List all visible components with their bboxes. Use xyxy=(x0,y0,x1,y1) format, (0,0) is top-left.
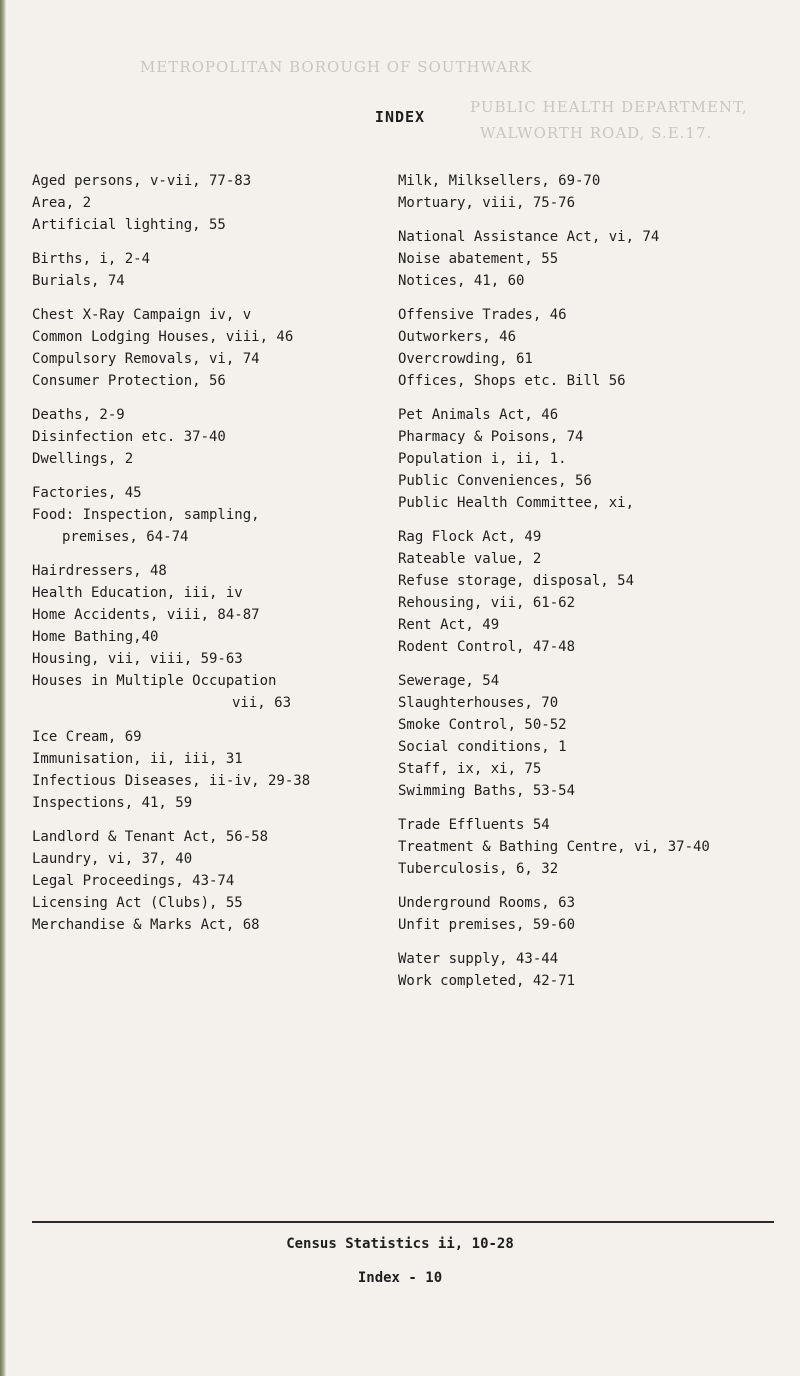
index-entry: Health Education, iii, iv xyxy=(32,585,243,601)
index-entry-continuation: vii, 63 xyxy=(232,695,292,711)
index-gap xyxy=(398,514,794,526)
index-gap xyxy=(398,936,794,948)
index-entry: Offensive Trades, 46 xyxy=(398,307,567,323)
index-entry: Notices, 41, 60 xyxy=(398,273,525,289)
index-gap xyxy=(398,214,794,226)
index-entry: Pet Animals Act, 46 xyxy=(398,407,559,423)
index-entry: Overcrowding, 61 xyxy=(398,351,533,367)
index-entry: Food: Inspection, sampling, xyxy=(32,507,260,523)
index-entry: Inspections, 41, 59 xyxy=(32,795,193,811)
index-entry: Pharmacy & Poisons, 74 xyxy=(398,429,584,445)
index-entry: Outworkers, 46 xyxy=(398,329,517,345)
index-entry: Underground Rooms, 63 xyxy=(398,895,576,911)
index-entry: Milk, Milksellers, 69-70 xyxy=(398,173,601,189)
index-entry: Burials, 74 xyxy=(32,273,125,289)
census-statistics-entry: Census Statistics ii, 10-28 xyxy=(286,1236,514,1252)
index-entry: Area, 2 xyxy=(32,195,92,211)
index-entry: Compulsory Removals, vi, 74 xyxy=(32,351,260,367)
index-gap xyxy=(32,470,392,482)
index-entry: Home Accidents, viii, 84-87 xyxy=(32,607,260,623)
index-entry: Merchandise & Marks Act, 68 xyxy=(32,917,260,933)
index-gap xyxy=(398,802,794,814)
index-entry: Slaughterhouses, 70 xyxy=(398,695,559,711)
index-entry: Treatment & Bathing Centre, vi, 37-40 xyxy=(398,839,710,855)
page-title: INDEX xyxy=(374,108,426,126)
index-entry: Rodent Control, 47-48 xyxy=(398,639,576,655)
index-entry: Factories, 45 xyxy=(32,485,142,501)
index-gap xyxy=(32,392,392,404)
index-entry: Immunisation, ii, iii, 31 xyxy=(32,751,243,767)
index-entry: Work completed, 42-71 xyxy=(398,973,576,989)
index-entry: Population i, ii, 1. xyxy=(398,451,567,467)
index-gap xyxy=(398,658,794,670)
index-entry: National Assistance Act, vi, 74 xyxy=(398,229,660,245)
index-entry: Smoke Control, 50-52 xyxy=(398,717,567,733)
index-entry: Unfit premises, 59-60 xyxy=(398,917,576,933)
index-entry: Disinfection etc. 37-40 xyxy=(32,429,226,445)
index-entry: Offices, Shops etc. Bill 56 xyxy=(398,373,626,389)
index-entry: Sewerage, 54 xyxy=(398,673,500,689)
index-entry: Home Bathing,40 xyxy=(32,629,159,645)
index-entry: Houses in Multiple Occupation xyxy=(32,673,277,689)
index-gap xyxy=(398,880,794,892)
index-entry: Laundry, vi, 37, 40 xyxy=(32,851,193,867)
show-through-dept: PUBLIC HEALTH DEPARTMENT, xyxy=(470,98,748,116)
index-entry: Public Conveniences, 56 xyxy=(398,473,592,489)
index-entry: Births, i, 2-4 xyxy=(32,251,151,267)
index-right-column xyxy=(398,170,794,992)
index-entry: Ice Cream, 69 xyxy=(32,729,142,745)
index-entry: Common Lodging Houses, viii, 46 xyxy=(32,329,294,345)
page-edge-shadow xyxy=(0,0,6,1376)
index-entry: Noise abatement, 55 xyxy=(398,251,559,267)
index-gap xyxy=(32,548,392,560)
index-entry: Rehousing, vii, 61-62 xyxy=(398,595,576,611)
index-entry: Aged persons, v-vii, 77-83 xyxy=(32,173,252,189)
index-entry: Social conditions, 1 xyxy=(398,739,567,755)
index-entry: Chest X-Ray Campaign iv, v xyxy=(32,307,252,323)
index-entry: Licensing Act (Clubs), 55 xyxy=(32,895,243,911)
index-entry: Mortuary, viii, 75-76 xyxy=(398,195,576,211)
index-entry: Rag Flock Act, 49 xyxy=(398,529,542,545)
index-entry: Refuse storage, disposal, 54 xyxy=(398,573,635,589)
index-gap xyxy=(398,292,794,304)
index-entry: Deaths, 2-9 xyxy=(32,407,125,423)
footer-divider xyxy=(32,1221,774,1223)
index-entry: Water supply, 43-44 xyxy=(398,951,559,967)
index-entry: Dwellings, 2 xyxy=(32,451,134,467)
index-left-column xyxy=(32,170,392,936)
index-entry: Landlord & Tenant Act, 56-58 xyxy=(32,829,269,845)
index-entry: Staff, ix, xi, 75 xyxy=(398,761,542,777)
index-entry: Consumer Protection, 56 xyxy=(32,373,226,389)
index-entry: Trade Effluents 54 xyxy=(398,817,550,833)
index-entry: Hairdressers, 48 xyxy=(32,563,167,579)
index-entry: Legal Proceedings, 43-74 xyxy=(32,873,235,889)
show-through-address: WALWORTH ROAD, S.E.17. xyxy=(480,124,713,142)
index-gap xyxy=(32,714,392,726)
index-gap xyxy=(32,236,392,248)
index-entry: Housing, vii, viii, 59-63 xyxy=(32,651,243,667)
index-entry: Rateable value, 2 xyxy=(398,551,542,567)
show-through-heading: METROPOLITAN BOROUGH OF SOUTHWARK xyxy=(140,58,533,76)
index-entry: Rent Act, 49 xyxy=(398,617,500,633)
index-entry: Public Health Committee, xi, xyxy=(398,495,635,511)
index-entry: Infectious Diseases, ii-iv, 29-38 xyxy=(32,773,311,789)
index-entry: Swimming Baths, 53-54 xyxy=(398,783,576,799)
index-entry: Tuberculosis, 6, 32 xyxy=(398,861,559,877)
index-gap xyxy=(32,814,392,826)
index-entry-continuation: premises, 64-74 xyxy=(62,529,189,545)
index-entry: Artificial lighting, 55 xyxy=(32,217,226,233)
page-footer-index: Index - 10 xyxy=(357,1270,443,1286)
index-gap xyxy=(32,292,392,304)
index-gap xyxy=(398,392,794,404)
